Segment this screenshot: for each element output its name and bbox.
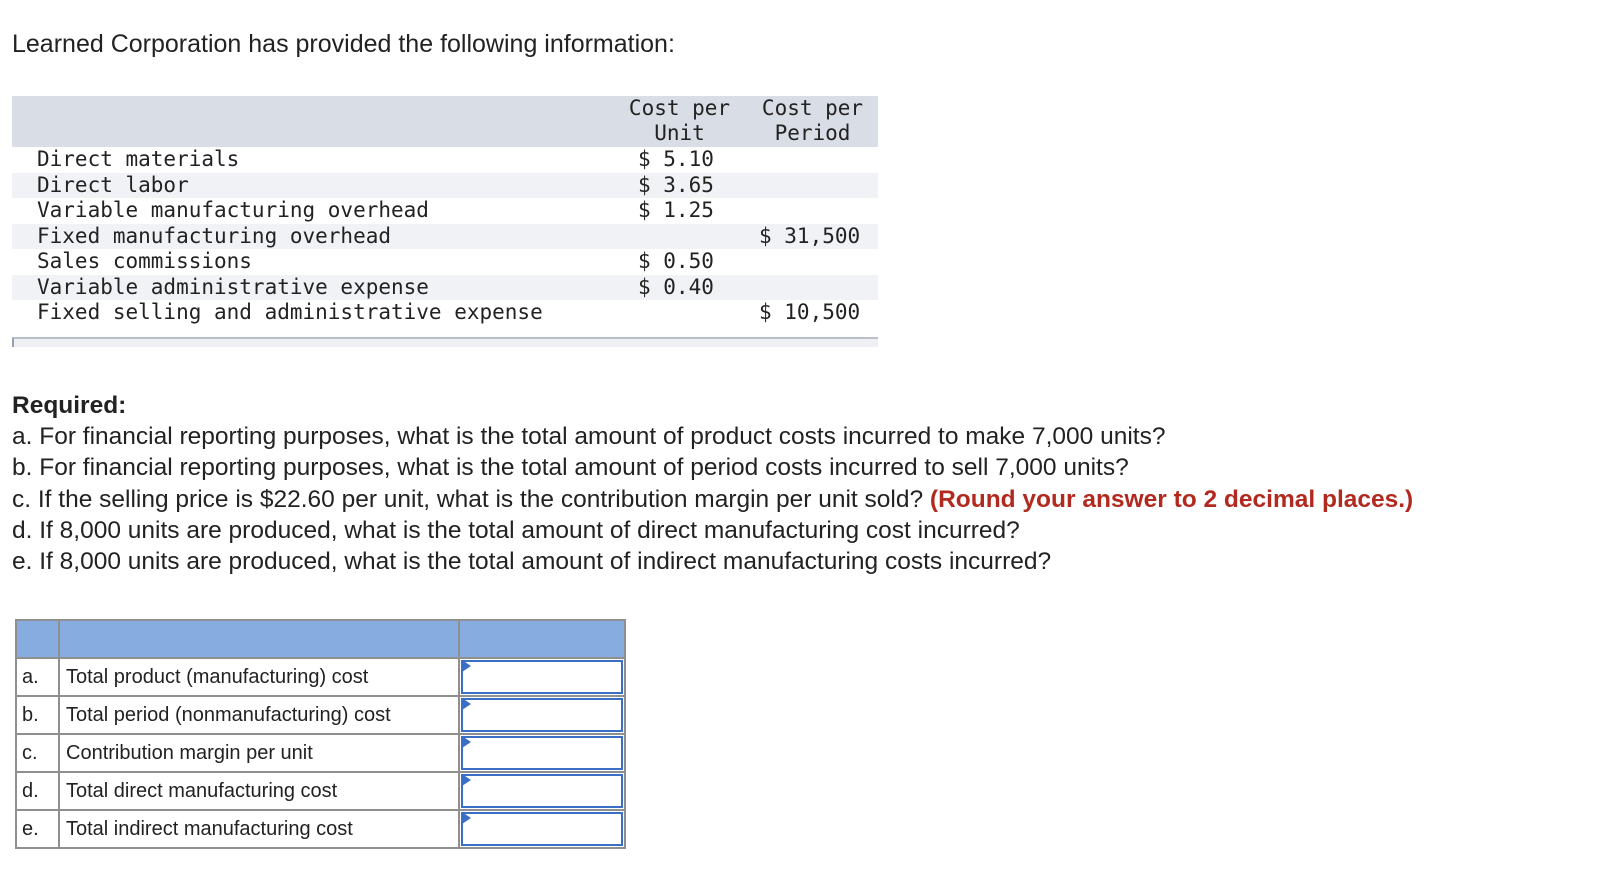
- header-period-line1: Cost per: [761, 96, 864, 120]
- cell-marker-icon: [462, 736, 471, 748]
- cost-row-variable-manufacturing-overhead: [12, 198, 878, 224]
- answer-row-a: [16, 658, 625, 696]
- question-c-text: c. If the selling price is $22.60 per unit, what is the contribution margin per unit sold?: [12, 485, 924, 513]
- cost-row-label: Variable manufacturing overhead: [37, 198, 429, 222]
- cell-marker-icon: [462, 698, 471, 710]
- cost-row-unit-value: $ 1.25: [638, 198, 714, 222]
- answer-table: [15, 619, 626, 849]
- question-e: e. If 8,000 units are produced, what is the total amount of indirect manufacturing costs incurred?: [12, 548, 1052, 576]
- cost-row-unit-value: $ 5.10: [638, 147, 714, 171]
- answer-letter: e.: [16, 810, 59, 848]
- header-cell-value: [459, 620, 625, 658]
- header-unit-line2: Unit: [654, 121, 705, 145]
- cell-marker-icon: [462, 774, 471, 786]
- cost-row-label: Fixed manufacturing overhead: [37, 223, 392, 248]
- required-section: [12, 390, 1592, 577]
- cost-row-fixed-selling-admin-expense: [12, 300, 878, 326]
- answer-input-cell: [459, 696, 625, 734]
- header-cell-letter: [16, 620, 59, 658]
- answer-table-header: [16, 620, 625, 658]
- answer-input-cell: [459, 734, 625, 772]
- cost-row-sales-commissions: [12, 249, 878, 275]
- header-unit-line1: Cost per: [628, 96, 731, 120]
- header-cell-label: [59, 620, 459, 658]
- header-period-line2: Period: [774, 121, 851, 145]
- answer-label: Total direct manufacturing cost: [59, 772, 459, 810]
- answer-row-c: [16, 734, 625, 772]
- cell-marker-icon: [462, 660, 471, 672]
- answer-row-d: [16, 772, 625, 810]
- cost-data-table: [12, 96, 878, 326]
- answer-input-d[interactable]: [461, 774, 623, 808]
- answer-row-b: [16, 696, 625, 734]
- answer-letter: d.: [16, 772, 59, 810]
- cost-row-unit-value: $ 0.40: [638, 274, 714, 299]
- question-b: b. For financial reporting purposes, what is the total amount of period costs incurred to sell 7,000 units?: [12, 454, 1129, 482]
- cost-row-fixed-manufacturing-overhead: [12, 224, 878, 250]
- cost-table-footer-bar: [12, 337, 878, 347]
- answer-row-e: [16, 810, 625, 848]
- intro-text: Learned Corporation has provided the following information:: [12, 30, 675, 58]
- question-d: d. If 8,000 units are produced, what is the total amount of direct manufacturing cost incurred?: [12, 516, 1020, 544]
- answer-label: Total period (nonmanufacturing) cost: [59, 696, 459, 734]
- answer-input-cell: [459, 772, 625, 810]
- question-c: [12, 484, 1592, 515]
- answer-letter: a.: [16, 658, 59, 696]
- header-cost-per-period: [747, 96, 878, 146]
- cost-row-variable-administrative-expense: [12, 275, 878, 301]
- cost-row-direct-labor: [12, 173, 878, 199]
- cost-row-unit-value: $ 3.65: [638, 172, 714, 197]
- cost-row-label: Variable administrative expense: [37, 274, 429, 299]
- cost-row-period-value: $ 31,500: [759, 223, 861, 248]
- answer-label: Total product (manufacturing) cost: [59, 658, 459, 696]
- cost-row-unit-value: $ 0.50: [638, 249, 714, 273]
- rounding-hint: (Round your answer to 2 decimal places.): [929, 485, 1414, 513]
- cost-row-label: Direct materials: [37, 147, 240, 171]
- cost-row-label: Direct labor: [37, 172, 189, 197]
- answer-input-e[interactable]: [461, 812, 623, 846]
- cost-row-period-value: $ 10,500: [759, 300, 861, 324]
- answer-input-a[interactable]: [461, 660, 623, 694]
- question-a: a. For financial reporting purposes, what is the total amount of product costs incurred to make 7,000 units?: [12, 423, 1166, 451]
- cost-table-header: [12, 96, 878, 147]
- cost-row-label: Fixed selling and administrative expense: [37, 300, 543, 324]
- cell-marker-icon: [462, 812, 471, 824]
- required-title: Required:: [12, 392, 127, 419]
- answer-input-cell: [459, 658, 625, 696]
- answer-letter: c.: [16, 734, 59, 772]
- answer-input-c[interactable]: [461, 736, 623, 770]
- cost-row-label: Sales commissions: [37, 249, 252, 273]
- header-cost-per-unit: [612, 96, 747, 146]
- answer-letter: b.: [16, 696, 59, 734]
- answer-input-cell: [459, 810, 625, 848]
- answer-label: Total indirect manufacturing cost: [59, 810, 459, 848]
- answer-label: Contribution margin per unit: [59, 734, 459, 772]
- cost-row-direct-materials: [12, 147, 878, 173]
- answer-input-b[interactable]: [461, 698, 623, 732]
